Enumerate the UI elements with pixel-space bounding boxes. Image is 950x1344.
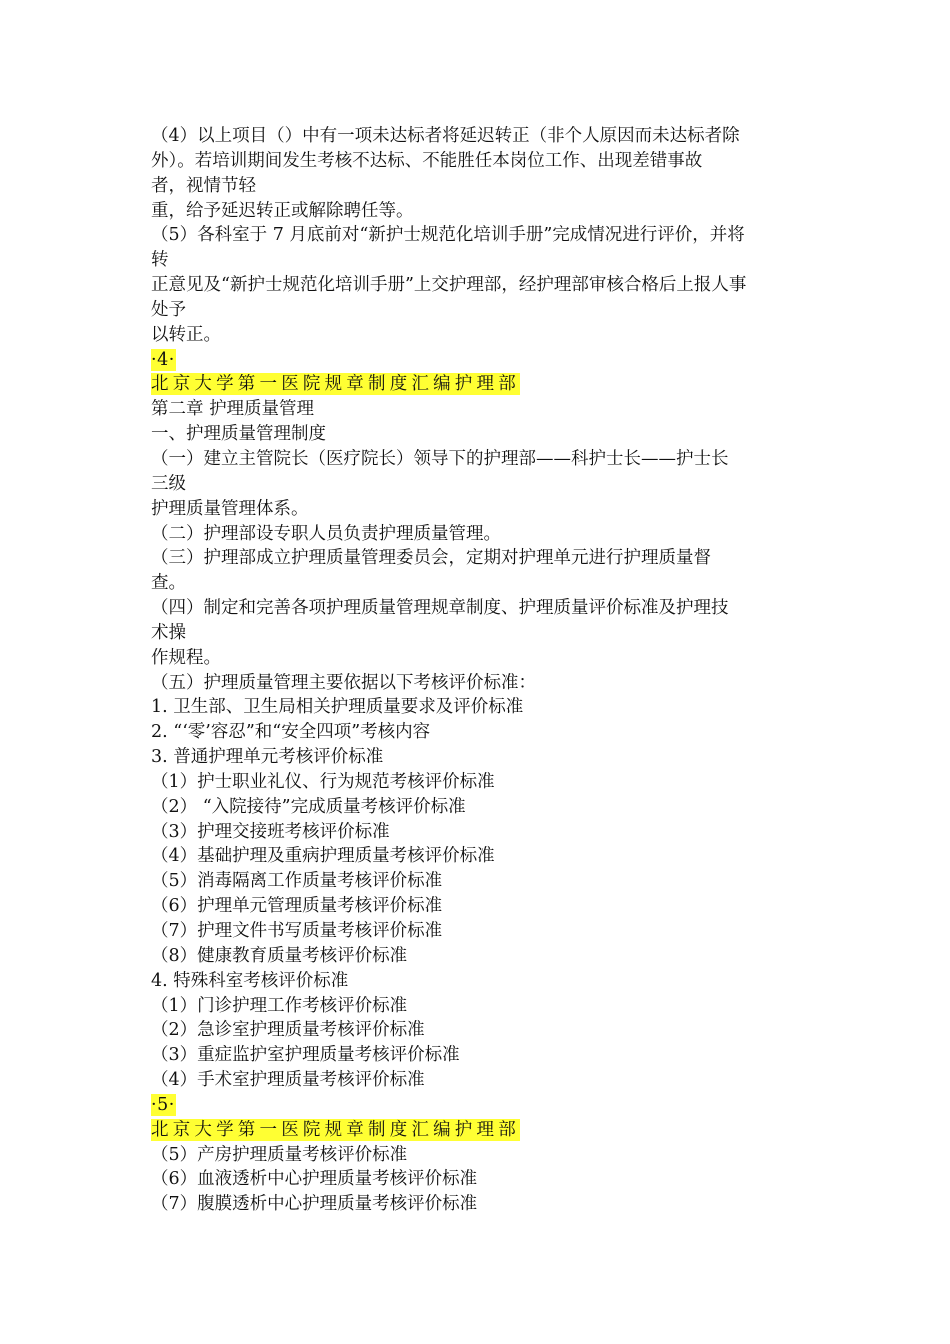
text-line: 3. 普通护理单元考核评价标准: [151, 747, 384, 768]
text-line: （1）护士职业礼仪、行为规范考核评价标准: [151, 771, 495, 792]
text-line: （3）护理交接班考核评价标准: [151, 821, 390, 842]
text-line: （3）重症监护室护理质量考核评价标准: [151, 1045, 460, 1066]
text-line: 以转正。: [151, 324, 221, 345]
running-header: [151, 1118, 811, 1143]
text-line: 查。: [151, 573, 186, 594]
text-line: （5）各科室于 7 月底前对“新护士规范化培训手册”完成情况进行评价，并将: [151, 225, 745, 246]
text-line: 重，给予延迟转正或解除聘任等。: [151, 200, 414, 221]
text-line: （8）健康教育质量考核评价标准: [151, 945, 408, 966]
text-line: 者，视情节轻: [151, 175, 256, 196]
text-line: （1）门诊护理工作考核评价标准: [151, 995, 408, 1016]
running-header: [151, 372, 811, 397]
text-line: 1. 卫生部、卫生局相关护理质量要求及评价标准: [151, 697, 524, 718]
text-line: 外）。若培训期间发生考核不达标、不能胜任本岗位工作、出现差错事故: [151, 150, 703, 171]
page-number-text: ·5·: [151, 1094, 175, 1115]
text-line: （三）护理部成立护理质量管理委员会，定期对护理单元进行护理质量督: [151, 548, 711, 569]
text-line: （2）急诊室护理质量考核评价标准: [151, 1020, 425, 1041]
running-header-text: 北京大学第一医院规章制度汇编护理部: [151, 1119, 520, 1140]
text-line: 作规程。: [151, 647, 221, 668]
text-line: 2. “‘零’容忍”和“安全四项”考核内容: [151, 722, 431, 743]
text-line: 第二章 护理质量管理: [151, 399, 315, 420]
text-line: （5）消毒隔离工作质量考核评价标准: [151, 871, 443, 892]
text-line: （2） “入院接待”完成质量考核评价标准: [151, 796, 466, 817]
text-line: 三级: [151, 473, 186, 494]
text-line: 4. 特殊科室考核评价标准: [151, 970, 349, 991]
text-line: （4）以上项目（）中有一项未达标者将延迟转正（非个人原因而未达标者除: [151, 126, 740, 146]
text-line: （7）护理文件书写质量考核评价标准: [151, 921, 443, 941]
text-line: 一、护理质量管理制度: [151, 424, 326, 445]
text-line: （五）护理质量管理主要依据以下考核评价标准：: [151, 672, 536, 693]
text-line: 转: [151, 250, 169, 271]
text-line: （一）建立主管院长（医疗院长）领导下的护理部——科护士长——护士长: [151, 448, 729, 469]
running-header-text: 北京大学第一医院规章制度汇编护理部: [151, 374, 520, 395]
text-line: 术操: [151, 622, 186, 643]
page-number: [151, 1093, 811, 1118]
document-body: [151, 124, 811, 1217]
text-line: 护理质量管理体系。: [151, 498, 309, 519]
text-line: （6）血液透析中心护理质量考核评价标准: [151, 1169, 478, 1190]
text-line: （四）制定和完善各项护理质量管理规章制度、护理质量评价标准及护理技: [151, 598, 729, 619]
text-line: 处予: [151, 299, 186, 320]
text-line: （7）腹膜透析中心护理质量考核评价标准: [151, 1194, 478, 1215]
page-number-text: ·4·: [151, 349, 175, 370]
text-line: （4）手术室护理质量考核评价标准: [151, 1070, 425, 1091]
page-number: [151, 348, 811, 373]
text-line: （6）护理单元管理质量考核评价标准: [151, 896, 443, 917]
text-line: （二）护理部设专职人员负责护理质量管理。: [151, 523, 501, 544]
text-line: 正意见及“新护士规范化培训手册”上交护理部，经护理部审核合格后上报人事: [151, 275, 747, 296]
text-line: （4）基础护理及重病护理质量考核评价标准: [151, 846, 495, 867]
text-line: （5）产房护理质量考核评价标准: [151, 1144, 408, 1165]
